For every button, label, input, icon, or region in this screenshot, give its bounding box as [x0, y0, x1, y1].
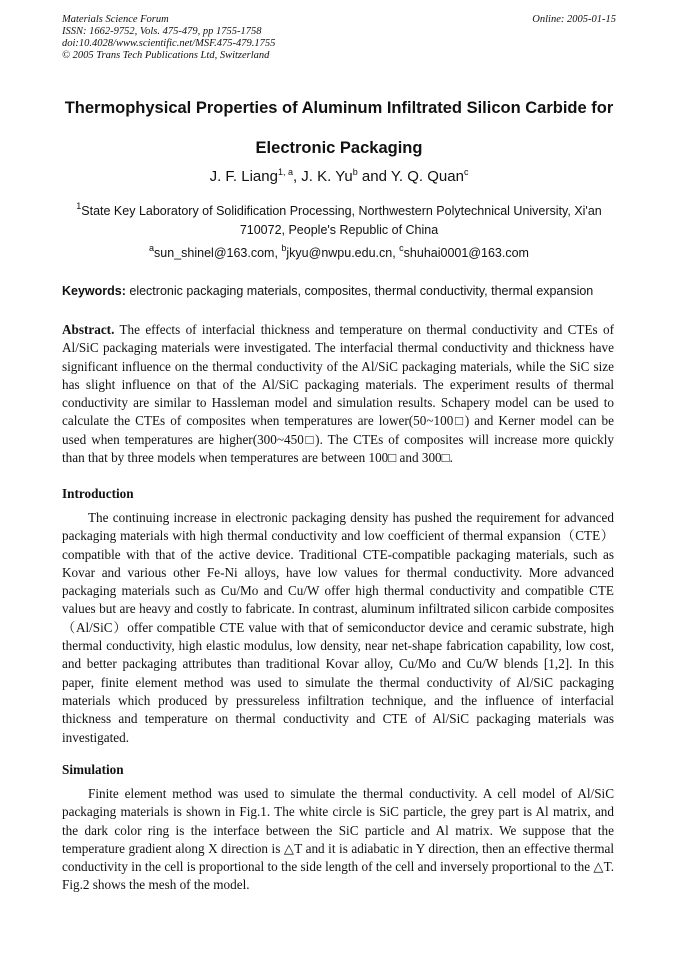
journal-name: Materials Science Forum — [62, 14, 169, 25]
keywords-text: electronic packaging materials, composites, thermal conductivity, thermal expansion — [125, 284, 594, 298]
keywords — [62, 283, 622, 299]
author-list — [40, 167, 638, 187]
email-1[interactable]: sun_shinel@163.com, — [154, 246, 282, 260]
affiliation-line-1: State Key Laboratory of Solidification Processing, Northwestern Polytechnical University, Xi'an — [81, 204, 602, 218]
author-2: , J. K. Yu — [292, 168, 353, 185]
introduction-section — [62, 509, 614, 747]
abstract-paragraph — [62, 321, 614, 467]
introduction-paragraph: The continuing increase in electronic packaging density has pushed the requirement for advanced packaging materials with high thermal conductivity and low coefficient of thermal expansion（CTE） compatible with that of the active device. Traditional CTE-compatible packaging materials, such as Kovar and various other Fe-Ni alloys, have low values for thermal conductivity. More advanced packaging materials such as Cu/Mo and Cu/W offer high thermal conductivity and compatible CTE values but are heavy and costly to fabricate. In contrast, aluminum infiltrated silicon carbide composites（Al/SiC）offer compatible CTE value with that of semiconductor device and ceramic substrate, high thermal conductivity, high elastic modulus, low density, near net-shape fabrication capability, low cost, and better packaging attributes than traditional Kovar alloy, Cu/Mo and Cu/W blends [1,2]. In this paper, finite element method was used to simulate the thermal conductivity of Al/SiC packaging materials which produced by pressureless infiltration technique, and the influence of interfacial thickness and temperature on thermal conductivity and CTE of Al/SiC packaging materials was investigated. — [62, 510, 614, 745]
issn-line: ISSN: 1662-9752, Vols. 475-479, pp 1755-1758 — [62, 26, 262, 37]
author-3: and Y. Q. Quan — [357, 168, 464, 185]
simulation-section — [62, 785, 614, 895]
abstract-label: Abstract. — [62, 322, 115, 337]
abstract-text: The effects of interfacial thickness and temperature on thermal conductivity and CTEs of Al/SiC packaging materials were investigated. The interfacial thermal conductivity and thickness have significant influence on the thermal conductivity of the Al/SiC packaging materials, while the SiC size has slight influence on that of the Al/SiC packaging materials. The experiment results of thermal conductivity are similar to Hassleman model and simulation results. Schapery model can be used to calculate the CTEs of composites when temperatures are lower(50~100□) and Kerner model can be used when temperatures are higher(300~450□). The CTEs of composites will increase more quickly than that by three models when temperatures are between 100□ and 300□. — [62, 322, 614, 466]
introduction-heading: Introduction — [62, 486, 134, 501]
email-2[interactable]: jkyu@nwpu.edu.cn, — [286, 246, 400, 260]
affiliation-line-2: 710072, People's Republic of China — [239, 223, 439, 237]
email-sup-b: b — [281, 243, 287, 253]
abstract-section — [62, 321, 614, 467]
simulation-heading: Simulation — [62, 762, 124, 777]
title-line-1: Thermophysical Properties of Aluminum Infiltrated Silicon Carbide for — [64, 99, 614, 117]
email-3[interactable]: shuhai0001@163.com — [403, 246, 529, 260]
author-1: J. F. Liang — [209, 168, 278, 185]
paper-title — [40, 88, 638, 168]
author-3-sup: c — [463, 167, 469, 177]
online-date: Online: 2005-01-15 — [532, 14, 616, 25]
email-sup-a: a — [149, 243, 155, 253]
simulation-paragraph: Finite element method was used to simulate the thermal conductivity. A cell model of Al/SiC packaging materials is shown in Fig.1. The white circle is SiC particle, the grey part is Al matrix, and the dark color ring is the interface between the SiC particle and Al matrix. We suppose that the temperature gradient along X direction is △T and it is adiabatic in Y direction, then an effective thermal conductivity in the cell is proportional to the side length of the cell and inversely proportional to the △T. Fig.2 shows the mesh of the model. — [62, 786, 614, 893]
affiliation-sup: 1 — [76, 201, 82, 211]
keywords-label: Keywords: — [62, 284, 126, 298]
doi-line: doi:10.4028/www.scientific.net/MSF.475-479.1755 — [62, 38, 276, 49]
author-1-sup: 1, a — [277, 167, 293, 177]
copyright-line: © 2005 Trans Tech Publications Ltd, Switzerland — [62, 50, 270, 61]
email-sup-c: c — [399, 243, 404, 253]
journal-header — [62, 14, 616, 62]
author-emails — [40, 245, 638, 261]
author-2-sup: b — [352, 167, 358, 177]
title-line-2: Electronic Packaging — [255, 139, 423, 157]
affiliation — [56, 202, 622, 240]
